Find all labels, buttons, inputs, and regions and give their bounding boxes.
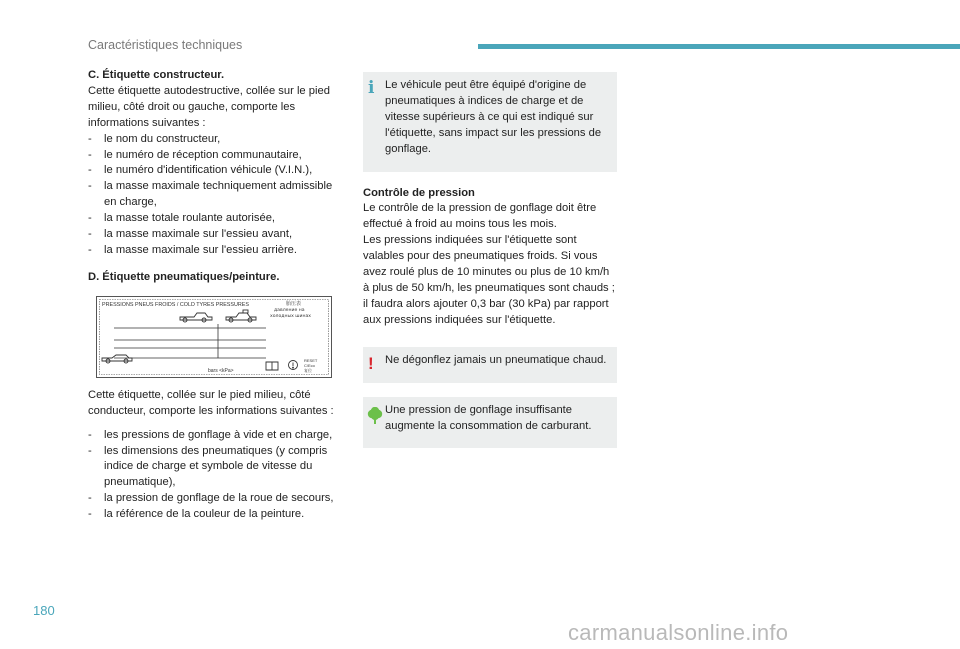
info-note-text: Le véhicule peut être équipé d'origine de pneumatiques à indices de charge et de vitesse supérieurs à ce qui est indiqué sur l'étiquette, sans impact sur les pressions de gonflage. — [385, 79, 602, 155]
label-title-text: PRESSIONS PNEUS FROIDS / COLD TYRES PRESSURES — [102, 301, 249, 308]
tyre-pressure-label-image — [96, 296, 332, 378]
watermark: carmanualsonline.info — [568, 620, 789, 645]
info-icon: i — [368, 78, 375, 98]
label-ru-text-1: давление на — [274, 307, 305, 313]
label-cn-small-text: 复位 — [304, 367, 312, 373]
label-ceco-text: C/Eco — [304, 362, 315, 368]
label-ru-text-2: холодных шинах — [270, 313, 311, 319]
header-accent-bar — [478, 44, 960, 49]
list-item: - la pression de gonflage de la roue de secours, — [88, 491, 340, 507]
right-column — [363, 72, 617, 462]
section-c-list — [88, 132, 340, 259]
page-header-title: Caractéristiques techniques — [88, 38, 243, 52]
list-item: - les dimensions des pneumatiques (y compris indice de charge et symbole de vitesse du pneumatique), — [88, 444, 340, 492]
section-d-heading: D. Étiquette pneumatiques/peinture. — [88, 270, 280, 283]
section-c-intro: Cette étiquette autodestructive, collée sur le pied milieu, côté droit ou gauche, comporte les informations suivantes : — [88, 84, 330, 129]
page-number: 180 — [33, 603, 55, 618]
warning-note-text: Ne dégonflez jamais un pneumatique chaud. — [385, 353, 607, 366]
section-d-intro: Cette étiquette, collée sur le pied milieu, côté conducteur, comporte les informations suivantes : — [88, 388, 334, 417]
label-unit-text: bars <kPa> — [208, 367, 234, 374]
pressure-check-section — [363, 186, 617, 329]
left-column — [88, 68, 340, 523]
info-note — [363, 72, 617, 172]
label-cn-text: 胎压表 — [286, 300, 302, 307]
label-reset-text: RESET — [304, 357, 318, 363]
pressure-check-paragraph: Le contrôle de la pression de gonflage doit être effectué à froid au moins tous les mois. — [363, 202, 597, 231]
section-c-heading: C. Étiquette constructeur. — [88, 69, 225, 81]
list-item: - la masse maximale sur l'essieu arrière. — [88, 243, 340, 259]
pressure-check-paragraph: Les pressions indiquées sur l'étiquette sont valables pour des pneumatiques froids. Si vous avez roulé plus de 10 minutes ou plus de 10 km/h à plus de 50 km/h, les pneumatiques sont chauds ; il faudra alors ajouter 0,3 bar (30 kPa) par rapport aux pressions indiquées sur l'étiquette. — [363, 234, 615, 326]
pressure-check-heading: Contrôle de pression — [363, 186, 475, 199]
list-item: - les pressions de gonflage à vide et en charge, — [88, 428, 340, 444]
list-item: - la masse maximale sur l'essieu avant, — [88, 227, 340, 243]
list-item: - la masse maximale techniquement admissible en charge, — [88, 179, 340, 211]
tree-icon — [367, 407, 383, 428]
list-item: - le numéro de réception communautaire, — [88, 148, 340, 164]
list-item: - la masse totale roulante autorisée, — [88, 211, 340, 227]
list-item: - le nom du constructeur, — [88, 132, 340, 148]
warning-icon: ! — [368, 353, 374, 373]
eco-note — [363, 397, 617, 449]
eco-note-text: Une pression de gonflage insuffisante augmente la consommation de carburant. — [385, 403, 592, 432]
list-item: - la référence de la couleur de la peinture. — [88, 507, 340, 523]
warning-note — [363, 347, 617, 383]
list-item: - le numéro d'identification véhicule (V.I.N.), — [88, 163, 340, 179]
section-d-list — [88, 428, 340, 523]
